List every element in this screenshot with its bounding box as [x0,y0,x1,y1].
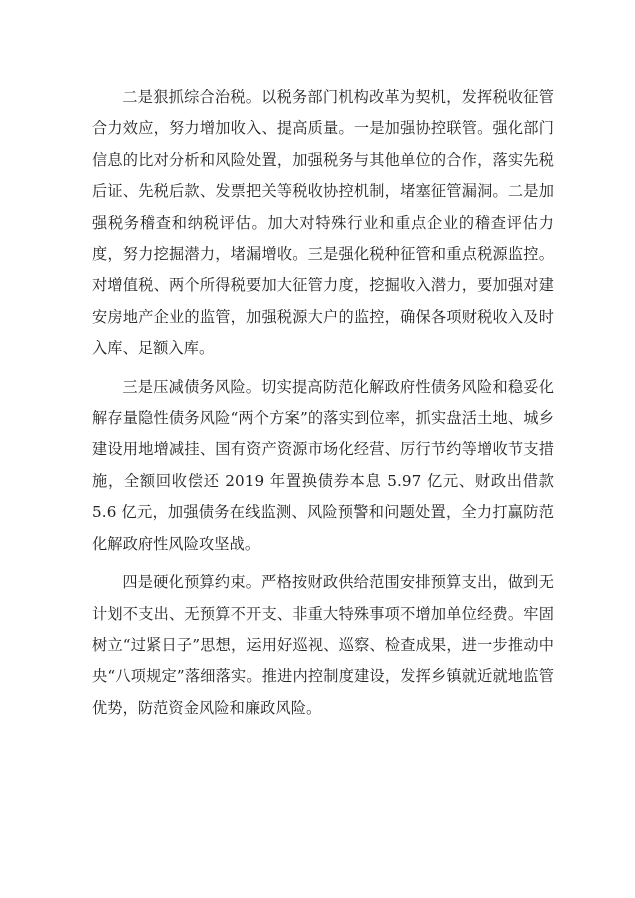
paragraph-tax-management: 二是狠抓综合治税。以税务部门机构改革为契机，发挥税收征管合力效应，努力增加收入、提高质量。一是加强协控联管。强化部门信息的比对分析和风险处置，加强税务与其他单位的合作，落实先税后证、先税后款、发票把关等税收协控机制，堵塞征管漏洞。二是加强税务稽查和纳税评估。加大对特殊行业和重点企业的稽查评估力度，努力挖掘潜力，堵漏增收。三是强化税种征管和重点税源监控。对增值税、两个所得税要加大征管力度，挖掘收入潜力，要加强对建安房地产企业的监管，加强税源大户的监控，确保各项财税收入及时入库、足额入库。 [92,88,554,358]
paragraph-budget-constraint: 四是硬化预算约束。严格按财政供给范围安排预算支出，做到无计划不支出、无预算不开支、非重大特殊事项不增加单位经费。牢固树立“过紧日子”思想，运用好巡视、巡察、检查成果，进一步推动中央“八项规定”落细落实。推进内控制度建设，发挥乡镇就近就地监管优势，防范资金风险和廉政风险。 [92,573,554,717]
document-body [92,82,554,731]
paragraph-debt-risk: 三是压减债务风险。切实提高防范化解政府性债务风险和稳妥化解存量隐性债务风险“两个方案”的落实到位率，抓实盘活土地、城乡建设用地增减挂、国有资产资源市场化经营、厉行节约等增收节支措施，全额回收偿还 2019 年置换债券本息 5.97 亿元、财政出借款 5.6 亿元，加强债务在线监测、风险预警和问题处置，全力打赢防范化解政府性风险攻坚战。 [92,377,554,553]
